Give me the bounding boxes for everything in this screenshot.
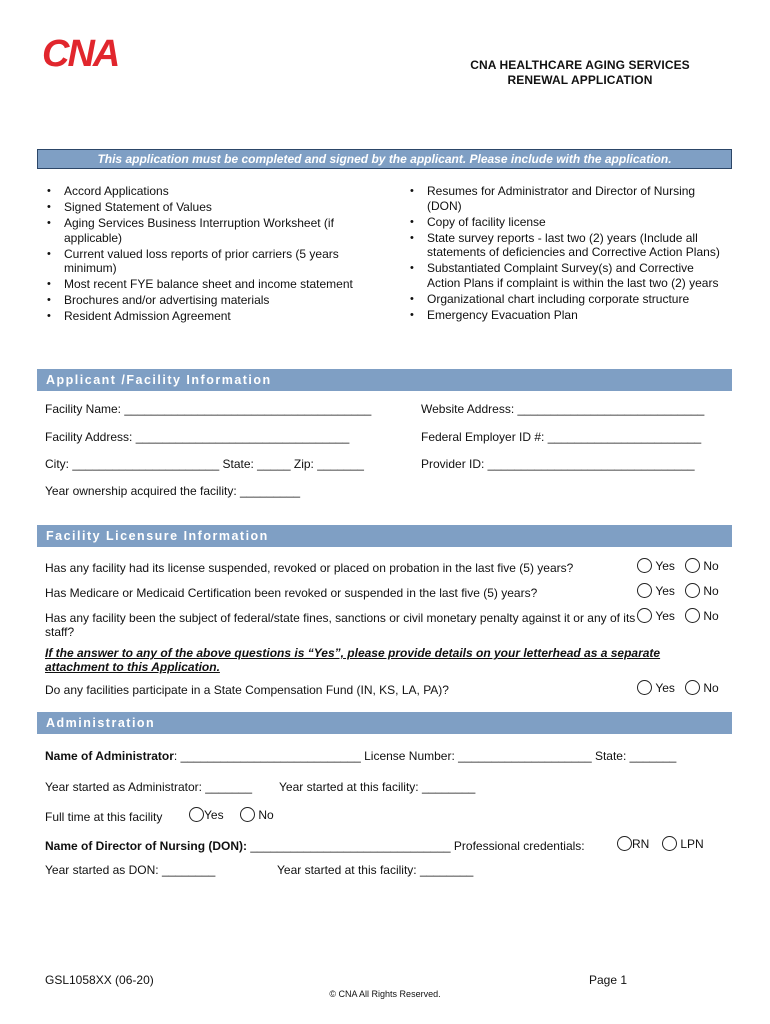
required-document-item: • Copy of facility license xyxy=(405,215,725,230)
q1-yes-option[interactable]: Yes xyxy=(637,558,675,573)
licensure-question-1: Has any facility had its license suspended, revoked or placed on probation in the last five (5) years? xyxy=(45,561,574,575)
year-acquired-field[interactable]: Year ownership acquired the facility: _________ xyxy=(45,484,301,498)
form-code: GSL1058XX (06-20) xyxy=(45,973,154,987)
instruction-bar: This application must be completed and signed by the applicant. Please include with the application. xyxy=(37,149,732,169)
administrator-name-label: Name of Administrator xyxy=(45,749,174,763)
q1-no-option[interactable]: No xyxy=(685,558,719,573)
q2-yes-option[interactable]: Yes xyxy=(637,583,675,598)
q4-no-option[interactable]: No xyxy=(685,680,719,695)
required-document-item: • Most recent FYE balance sheet and income statement xyxy=(42,277,372,292)
city-state-zip-field[interactable]: City: ______________________ State: _____ Zip: _______ xyxy=(45,457,364,471)
required-document-item: • Resumes for Administrator and Director of Nursing (DON) xyxy=(405,184,725,213)
required-document-item: • Accord Applications xyxy=(42,184,372,199)
q3-yes-option[interactable]: Yes xyxy=(637,608,675,623)
full-time-no-radio[interactable] xyxy=(240,807,255,822)
q2-yes-radio[interactable] xyxy=(637,583,652,598)
q2-no-option[interactable]: No xyxy=(685,583,719,598)
form-title-line1: CNA HEALTHCARE AGING SERVICES xyxy=(470,58,690,72)
administrator-name-field[interactable] xyxy=(45,749,676,763)
q1-no-radio[interactable] xyxy=(685,558,700,573)
required-document-item: • Emergency Evacuation Plan xyxy=(405,308,725,323)
cna-logo xyxy=(40,33,148,73)
facility-name-field[interactable]: Facility Name: _____________________________________ xyxy=(45,402,372,416)
full-time-yes-radio[interactable] xyxy=(189,807,204,822)
yes-answer-note: If the answer to any of the above questions is “Yes”, please provide details on your letterhead as a separate attachment to this Application. xyxy=(45,646,661,674)
required-document-item: • Current valued loss reports of prior carriers (5 years minimum) xyxy=(42,247,372,276)
required-document-item: • Aging Services Business Interruption Worksheet (if applicable) xyxy=(42,216,372,245)
form-title-line2: RENEWAL APPLICATION xyxy=(507,73,653,87)
required-documents-left xyxy=(42,184,372,325)
q1-yes-radio[interactable] xyxy=(637,558,652,573)
page-number: Page 1 xyxy=(589,973,628,987)
facility-address-field[interactable]: Facility Address: ________________________________ xyxy=(45,430,350,444)
credential-lpn-option[interactable]: LPN xyxy=(662,836,704,851)
required-documents-right xyxy=(405,184,725,324)
required-document-item: • Organizational chart including corporate structure xyxy=(405,292,725,307)
q3-yes-radio[interactable] xyxy=(637,608,652,623)
required-document-item: • Resident Admission Agreement xyxy=(42,309,372,324)
year-started-don-field[interactable]: Year started as DON: ________ xyxy=(45,863,216,877)
year-started-facility-field[interactable]: Year started at this facility: ________ xyxy=(279,780,476,794)
licensure-question-4: Do any facilities participate in a State Compensation Fund (IN, KS, LA, PA)? xyxy=(45,683,449,697)
q4-yes-radio[interactable] xyxy=(637,680,652,695)
q3-no-radio[interactable] xyxy=(685,608,700,623)
credential-lpn-radio[interactable] xyxy=(662,836,677,851)
credential-rn-option[interactable]: RN xyxy=(617,836,649,851)
don-name-rest: ______________________________ Professional credentials: xyxy=(247,839,585,853)
don-name-label: Name of Director of Nursing (DON): xyxy=(45,839,248,853)
administrator-name-rest: : ___________________________ License Number: ____________________ State: _______ xyxy=(173,749,677,763)
licensure-question-2: Has Medicare or Medicaid Certification been revoked or suspended in the last five (5) years? xyxy=(45,586,538,600)
q2-no-radio[interactable] xyxy=(685,583,700,598)
provider-id-field[interactable]: Provider ID: _______________________________ xyxy=(421,457,695,471)
cna-logo-text: CNA xyxy=(42,33,119,73)
federal-employer-id-field[interactable]: Federal Employer ID #: _______________________ xyxy=(421,430,702,444)
required-document-item: • Brochures and/or advertising materials xyxy=(42,293,372,308)
required-document-item: • State survey reports - last two (2) years (Include all statements of deficiencies and Corrective Action Plans) xyxy=(405,231,725,260)
year-started-admin-field[interactable]: Year started as Administrator: _______ xyxy=(45,780,253,794)
copyright-notice: © CNA All Rights Reserved. xyxy=(329,989,441,999)
year-started-facility-don-field[interactable]: Year started at this facility: ________ xyxy=(277,863,474,877)
full-time-yes-option[interactable]: Yes xyxy=(189,807,224,822)
q4-no-radio[interactable] xyxy=(685,680,700,695)
credential-rn-radio[interactable] xyxy=(617,836,632,851)
section-administration: Administration xyxy=(37,712,732,734)
website-address-field[interactable]: Website Address: ____________________________ xyxy=(421,402,705,416)
section-facility-licensure: Facility Licensure Information xyxy=(37,525,732,547)
section-applicant-facility: Applicant /Facility Information xyxy=(37,369,732,391)
full-time-no-option[interactable]: No xyxy=(240,807,274,822)
q3-no-option[interactable]: No xyxy=(685,608,719,623)
required-document-item: • Substantiated Complaint Survey(s) and Corrective Action Plans if complaint is within the last two (2) years xyxy=(405,261,725,290)
don-name-field[interactable] xyxy=(45,839,585,853)
full-time-label: Full time at this facility xyxy=(45,810,163,824)
licensure-question-3: Has any facility been the subject of federal/state fines, sanctions or civil monetary penalty against it or any of its staff? xyxy=(45,611,636,639)
q4-yes-option[interactable]: Yes xyxy=(637,680,675,695)
required-document-item: • Signed Statement of Values xyxy=(42,200,372,215)
